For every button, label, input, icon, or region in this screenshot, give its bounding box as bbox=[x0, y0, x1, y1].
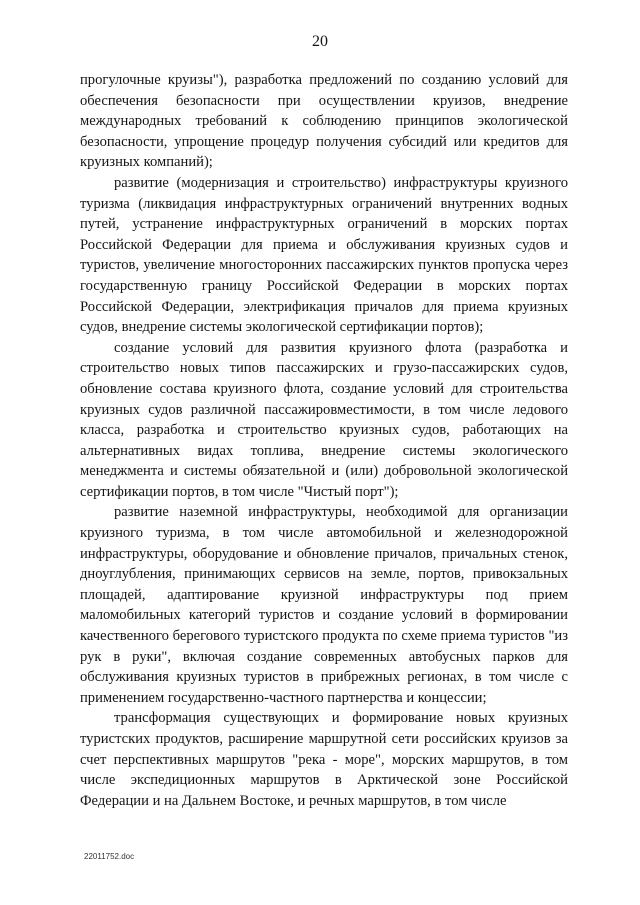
paragraph-4: развитие наземной инфраструктуры, необходимой для организации круизного туризма, в том числе автомобильной и железнодорожной инфраструктуры, оборудование и обновление причалов, причальных стенок, дноуглубления, принимающих сервисов на земле, портов, привокзальных площадей, адаптирование круизной инфраструктуры под прием маломобильных категорий туристов и создание условий в формировании качественного берегового туристского продукта по схеме приема туристов "из рук в руки", включая создание современных автобусных парков для обслуживания круизных туристов в прибрежных регионах, в том числе с применением государственно-частного партнерства и концессии; bbox=[80, 504, 568, 706]
paragraph-1: прогулочные круизы"), разработка предложений по созданию условий для обеспечения безопасности при осуществлении круизов, внедрение международных требований к соблюдению принципов экологической безопасности, упрощение процедур получения субсидий или кредитов для круизных компаний); bbox=[80, 72, 568, 171]
paragraph-2: развитие (модернизация и строительство) инфраструктуры круизного туризма (ликвидация инфраструктурных ограничений внутренних водных путей, устранение инфраструктурных ограничений в морских портах Российской Федерации для приема и обслуживания круизных судов и туристов, увеличение многосторонних пассажирских пунктов пропуска через государственную границу Российской Федерации в морских портах Российской Федерации, электрификация причалов для приема круизных судов, внедрение системы экологической сертификации портов); bbox=[80, 174, 568, 336]
page-number: 20 bbox=[312, 33, 328, 50]
paragraph-5: трансформация существующих и формирование новых круизных туристских продуктов, расширение маршрутной сети российских круизов за счет перспективных маршрутов "река - море", морских маршрутов, в том числе экспедиционных маршрутов в Арктической зоне Российской Федерации и на Дальнем Востоке, и речных маршрутов, в том числе bbox=[80, 710, 568, 809]
document-body bbox=[80, 70, 568, 811]
document-footer: 22011752.doc bbox=[84, 852, 135, 861]
paragraph-3: создание условий для развития круизного флота (разработка и строительство новых типов пассажирских и грузо-пассажирских судов, обновление состава круизного флота, создание условий для строительства круизных судов различной пассажировместимости, в том числе ледового класса, разработка и строительство круизных судов, работающих на альтернативных видах топлива, внедрение системы экологического менеджмента и системы обязательной и (или) добровольной экологической сертификации портов, в том числе "Чистый порт"); bbox=[80, 339, 568, 500]
